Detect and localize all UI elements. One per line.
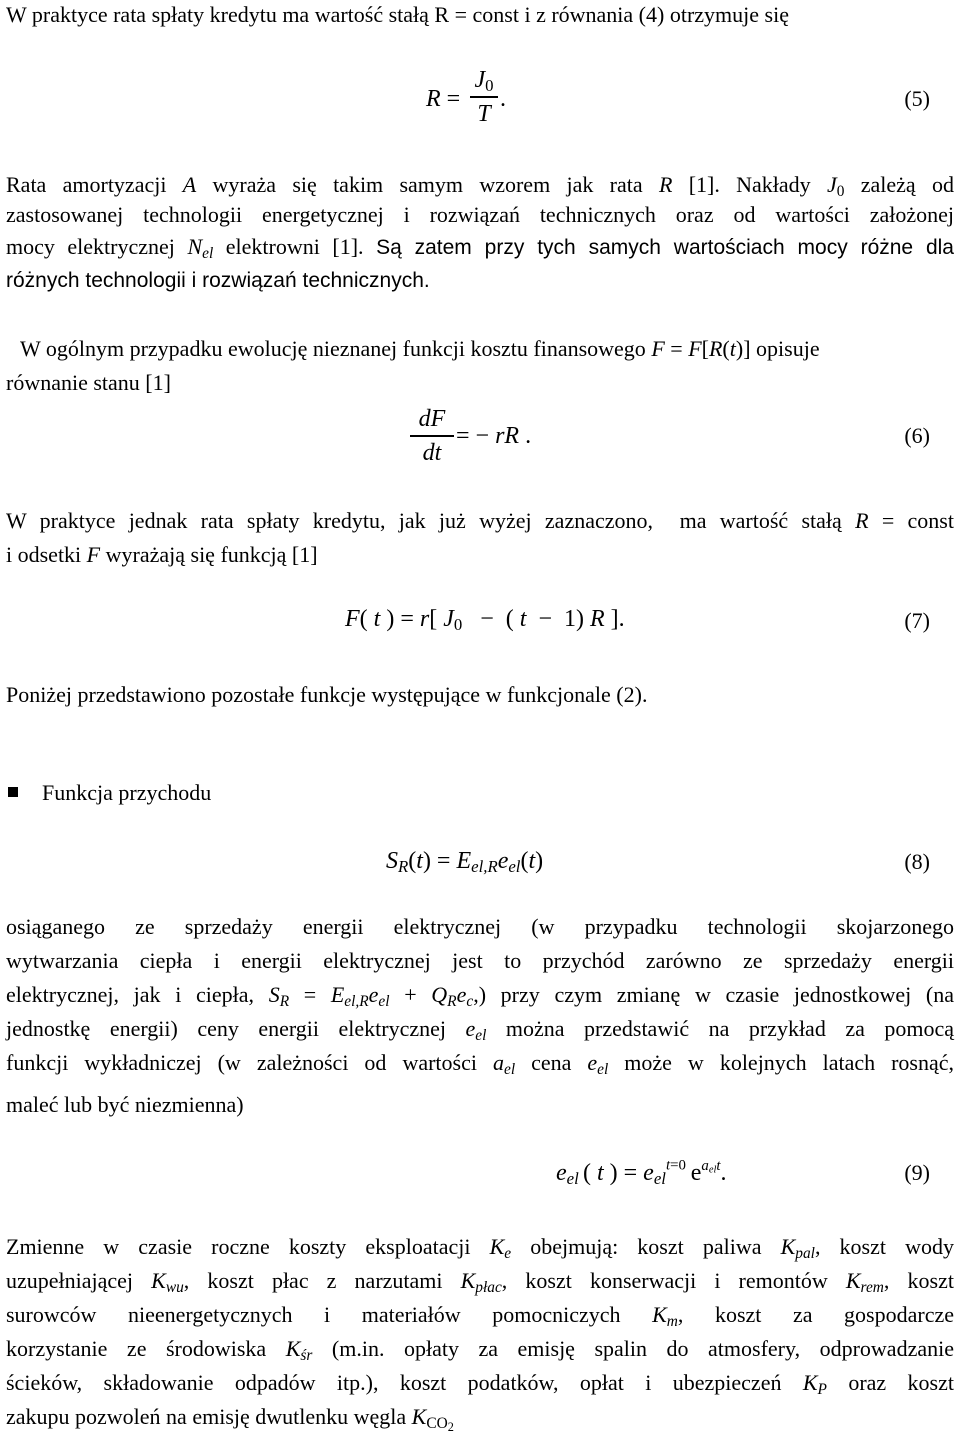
- eq5-fraction: [470, 66, 498, 128]
- paragraph-4-line-2: i odsetki F wyrażają się funkcją [1]: [6, 542, 318, 567]
- paragraph-2-line-2: zastosowanej technologii energetycznej i rozwiązań technicznych oraz od wartości założonej: [6, 202, 954, 227]
- paragraph-6-line-1: osiąganego ze sprzedaży energii elektrycznej (w przypadku technologii skojarzonego: [6, 914, 954, 939]
- eq5-lhs: R =: [426, 86, 461, 112]
- paragraph-5-text: Poniżej przedstawiono pozostałe funkcje występujące w funkcjonale (2).: [6, 682, 648, 707]
- paragraph-7-line-6: zakupu pozwoleń na emisję dwutlenku węgla $K_{CO_2}$: [6, 1404, 454, 1434]
- bullet-item-text: Funkcja przychodu: [42, 780, 212, 805]
- paragraph-6-line-5: funkcji wykładniczej (w zależności od wartości $a_{el}$ cena $e_{el}$ może w kolejnych latach rosnąć,: [6, 1050, 955, 1078]
- paragraph-3-line-2: równanie stanu [1]: [6, 370, 171, 395]
- eq6-fraction: [410, 405, 454, 467]
- eq7-expr: F( t ) = r[ $J_0$ − ( t − 1) R ].: [345, 606, 625, 635]
- eq9-expr: $e_{el}$ ( t ) = $e_{el}^{t=0}$ $e^{a_{el}t}$.: [556, 1157, 727, 1189]
- paragraph-7-line-3: surowców nieenergetycznych i materiałów pomocniczych $K_m$, koszt za gospodarcze: [6, 1302, 954, 1330]
- eq6-denominator: dt: [422, 439, 442, 466]
- paragraph-7-line-1: Zmienne w czasie roczne koszty eksploatacji $K_e$ obejmują: koszt paliwa $K_{pal}$, koszt wody: [6, 1234, 954, 1262]
- paragraph-2-line-4: różnych technologii i rozwiązań technicznych.: [6, 269, 430, 292]
- eq6-rhs: = − rR .: [456, 423, 532, 449]
- eq5-number: (5): [904, 86, 930, 111]
- paragraph-2-line-1: Rata amortyzacji A wyraża się takim samym wzorem jak rata R [1]. Nakłady $J_0$ zależą od: [6, 172, 954, 200]
- bullet-marker: [8, 787, 18, 797]
- eq5-denominator: T: [477, 100, 491, 127]
- eq5-numerator: $J_0$: [474, 67, 494, 96]
- paragraph-1-text: W praktyce rata spłaty kredytu ma wartość stałą R = const i z równania (4) otrzymuje się: [6, 2, 789, 27]
- paragraph-5: [6, 680, 647, 710]
- eq6-numerator: dF: [418, 406, 446, 432]
- eq7-number: (7): [904, 608, 930, 633]
- paragraph-7-line-2: uzupełniającej $K_{wu}$, koszt płac z narzutami $K_{płac}$, koszt konserwacji i remontów $K_{rem}$, koszt: [6, 1268, 954, 1296]
- paragraph-6-line-6: maleć lub być niezmienna): [6, 1092, 244, 1117]
- paragraph-3-line-1: W ogólnym przypadku ewolucję nieznanej funkcji kosztu finansowego F = F[R(t)] opisuje: [20, 336, 820, 361]
- paragraph-6-line-3: elektrycznej, jak i ciepła, $S_R = E_{el,R}e_{el} + Q_Re_c$,) przy czym zmianę w czasie jednostkowej (na: [6, 982, 954, 1010]
- eq5-tail: .: [500, 86, 506, 112]
- eq9-number: (9): [904, 1160, 930, 1185]
- paragraph-6-line-2: wytwarzania ciepła i energii elektrycznej jest to przychód zarówno ze sprzedaży energii: [6, 948, 954, 973]
- paragraph-7-line-4: korzystanie ze środowiska $K_{śr}$ (m.in. opłaty za emisję spalin do atmosfery, odprowadzanie: [6, 1336, 954, 1364]
- paragraph-7-line-5: ścieków, składowanie odpadów itp.), koszt podatków, opłat i ubezpieczeń $K_P$ oraz koszt: [6, 1370, 954, 1398]
- paragraph-4-line-1: W praktyce jednak rata spłaty kredytu, jak już wyżej zaznaczono, ma wartość stałą R = const: [6, 508, 954, 533]
- eq8-expr: $S_R(t) = E_{el,R}e_{el}(t)$: [386, 848, 544, 877]
- paragraph-2-line-3: mocy elektrycznej $N_{el}$ elektrowni [1]. Są zatem przy tych samych wartościach mocy różne dla: [6, 234, 954, 262]
- eq6-number: (6): [904, 423, 930, 448]
- eq8-number: (8): [904, 849, 930, 874]
- paragraph-1: [6, 0, 789, 30]
- paragraph-6-line-4: jednostkę energii) ceny energii elektrycznej $e_{el}$ można przedstawić na przykład za pomocą: [6, 1016, 954, 1044]
